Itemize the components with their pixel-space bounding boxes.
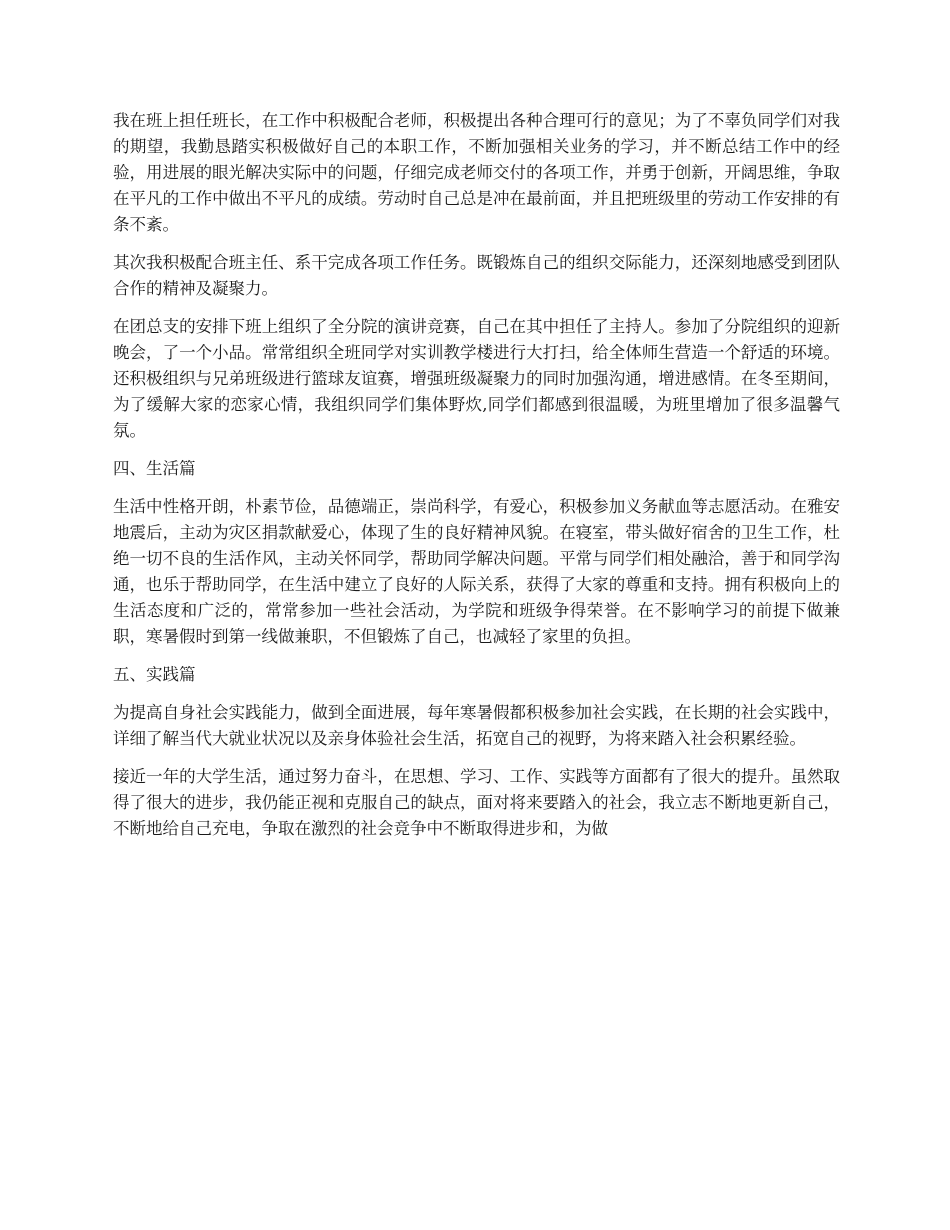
paragraph-activities: 在团总支的安排下班上组织了全分院的演讲竞赛，自己在其中担任了主持人。参加了分院组织的迎新晚会，了一个小品。常常组织全班同学对实训教学楼进行大打扫，给全体师生营造一个舒适的环境。还积极组织与兄弟班级进行篮球友谊赛，增强班级凝聚力的同时加强沟通，增进感情。在冬至期间，为了缓解大家的恋家心情，我组织同学们集体野炊,同学们都感到很温暖，为班里增加了很多温馨气氛。	[113, 317, 840, 440]
section-heading-practice: 五、实践篇	[113, 665, 196, 684]
paragraph-life: 生活中性格开朗，朴素节俭，品德端正，崇尚科学，有爱心，积极参加义务献血等志愿活动。在雅安地震后，主动为灾区捐款献爱心，体现了生的良好精神风貌。在寝室，带头做好宿舍的卫生工作，杜绝一切不良的生活作风，主动关怀同学，帮助同学解决问题。平常与同学们相处融洽，善于和同学沟通，也乐于帮助同学，在生活中建立了良好的人际关系，获得了大家的尊重和支持。拥有积极向上的生活态度和广泛的，常常参加一些社会活动，为学院和班级争得荣誉。在不影响学习的前提下做兼职，寒暑假时到第一线做兼职，不但锻炼了自己，也减轻了家里的负担。	[113, 497, 840, 646]
paragraph-class-monitor: 我在班上担任班长，在工作中积极配合老师，积极提出各种合理可行的意见；为了不辜负同学们对我的期望，我勤恳踏实积极做好自己的本职工作，不断加强相关业务的学习，并不断总结工作中的经验，用进展的眼光解决实际中的问题，仔细完成老师交付的各项工作，并勇于创新，开阔思维，争取在平凡的工作中做出不平凡的成绩。劳动时自己总是冲在最前面，并且把班级里的劳动工作安排的有条不紊。	[113, 111, 840, 234]
paragraph-practice: 为提高自身社会实践能力，做到全面进展，每年寒暑假都积极参加社会实践，在长期的社会实践中，详细了解当代大就业状况以及亲身体验社会生活，拓宽自己的视野，为将来踏入社会积累经验。	[113, 703, 840, 748]
paragraph-conclusion: 接近一年的大学生活，通过努力奋斗，在思想、学习、工作、实践等方面都有了很大的提升。虽然取得了很大的进步，我仍能正视和克服自己的缺点，面对将来要踏入的社会，我立志不断地更新自己，不断地给自己充电，争取在激烈的社会竞争中不断取得进步和，为做	[113, 767, 840, 838]
paragraph-cooperation: 其次我积极配合班主任、系干完成各项工作任务。既锻炼自己的组织交际能力，还深刻地感受到团队合作的精神及凝聚力。	[113, 253, 840, 298]
document-body	[113, 108, 840, 854]
section-heading-life: 四、生活篇	[113, 459, 196, 478]
